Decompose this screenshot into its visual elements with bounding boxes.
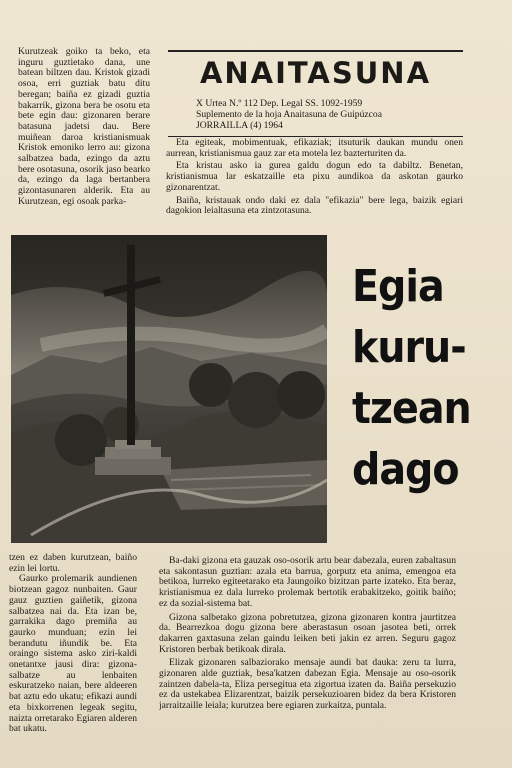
cross-photo (11, 235, 327, 543)
intro-column: Kurutzeak goiko ta beko, eta inguru guztietako dana, une batean biltzen dau. Kristok gizadi osoa, erri guztiak batu ditu beregan; baiña ez gizadi guztia bakarrik, gizona bera be osotu eta bete egin dau: gizonaren berare batasuna jadetsi dau. Bere muiñean daroa kristianismuak Kristok emoniko lerro au: gizona salbatzea bada, ezingo da aztu bere osotasuna, osorik jaso bearko da, ezingo da laga bertanbera gizontasunaren alderik. Eta au Kurutzean, egi osoak parka- (18, 47, 150, 207)
masthead (168, 50, 463, 137)
cross-photo-image (11, 235, 327, 543)
body-paragraph: Gaurko prolemarik aundienen biotzean gagoz nunbaiten. Gaur gauz guztien gaiñetik, gizona salbatzea nai da. Eta izan be, garrakika dago premiña au gaurko munduan; ezin lei berandutu iñundik be. Eta oraingo sistema asko ziri-kaldi onetantxe jausi dira: gizona-salbatze au lenbaiten eskuratzeko naian, bere aldeeren bat aztu edo ukatu; efikazi aundi eta bixkorrenen legeak segitu, naizta orretarako Egiaren alderen bat ukatu. (9, 573, 137, 735)
cross-post (127, 245, 135, 445)
supplement-info: Suplemento de la hoja Anaitasuna de Guipúzcoa (196, 109, 382, 120)
body-paragraph: Elizak gizonaren salbaziorako mensaje aundi bat dauka: zeru ta lurra, gizonaren alde guztiak, besa'katzen dabezan Egia. Mensaje au oso-osorik zaintzen dabela-ta, Eliza persegitua eta zigortua izaten da. Baiña persekuzio ez da ustekabea Elizarentzat, baizik persekuzioaren bidez da bera Kristoren jarraitzaille leiala; kurutzea bere egiaren zurkaitza, puntala. (159, 657, 456, 712)
lead-paragraph: Eta egiteak, mobimentuak, efikaziak; itsuturik daukan mundu onen aurrean, kristianismua gauz zar eta motela lez bazterturiten da. (166, 138, 463, 159)
body-paragraph: tzen ez daben kurutzean, baiño ezin lei lortu. (9, 553, 137, 574)
lead-paragraph: Baiña, kristauak ondo daki ez dala "efikazia" bere lega, baizik egiari dagokion leialtasuna eta zintzotasuna. (166, 194, 463, 217)
bottom-right-column (159, 556, 456, 754)
body-paragraph: Ba-daki gizona eta gauzak oso-osorik artu bear dabezala, euren zabaltasun eta sakontasun guztian: azala eta barrua, gorputz eta anima, emengoa eta betikoa, lurreko egiteetarako eta Jaungoiko bizitzan parte izateko. Eta beraz, kristianismua ez dala lurreko prolemak bertotik erabakitzeko, goitik baiño; ez da sozial-sistema bat. (159, 556, 456, 609)
bottom-left-column (9, 553, 137, 753)
headline-line: Egia (352, 261, 444, 312)
headline-line: dago (352, 444, 459, 495)
paper-title: ANAITASUNA (199, 56, 432, 90)
headline (352, 256, 471, 500)
lead-paragraph: Eta kristau asko ia gurea galdu dogun edo ta dabiltz. Benetan, kristianismua lar eskatzaille eta pixu aundikoa da askotan gaurko gizonarentzat. (166, 160, 463, 193)
headline-line: tzean (352, 383, 471, 434)
headline-line: kuru- (352, 322, 466, 373)
lead-column (166, 138, 463, 224)
issue-date: JORRAILLA (4) 1964 (196, 120, 283, 131)
issue-info: X Urtea N.º 112 Dep. Legal SS. 1092-1959 (196, 98, 363, 109)
body-paragraph: Gizona salbetako gizona pobretutzea, gizona gizonaren kontra jaurtitzea da. Bearrezkoa dogu gizona bere aberastasun osoan jasotea beti, orrek dakarren gaxtasuna zelan gaindu leiken beti jakin ez arren. Seguru gagoz Kristoren berbak betikoak dirala. (159, 611, 456, 655)
